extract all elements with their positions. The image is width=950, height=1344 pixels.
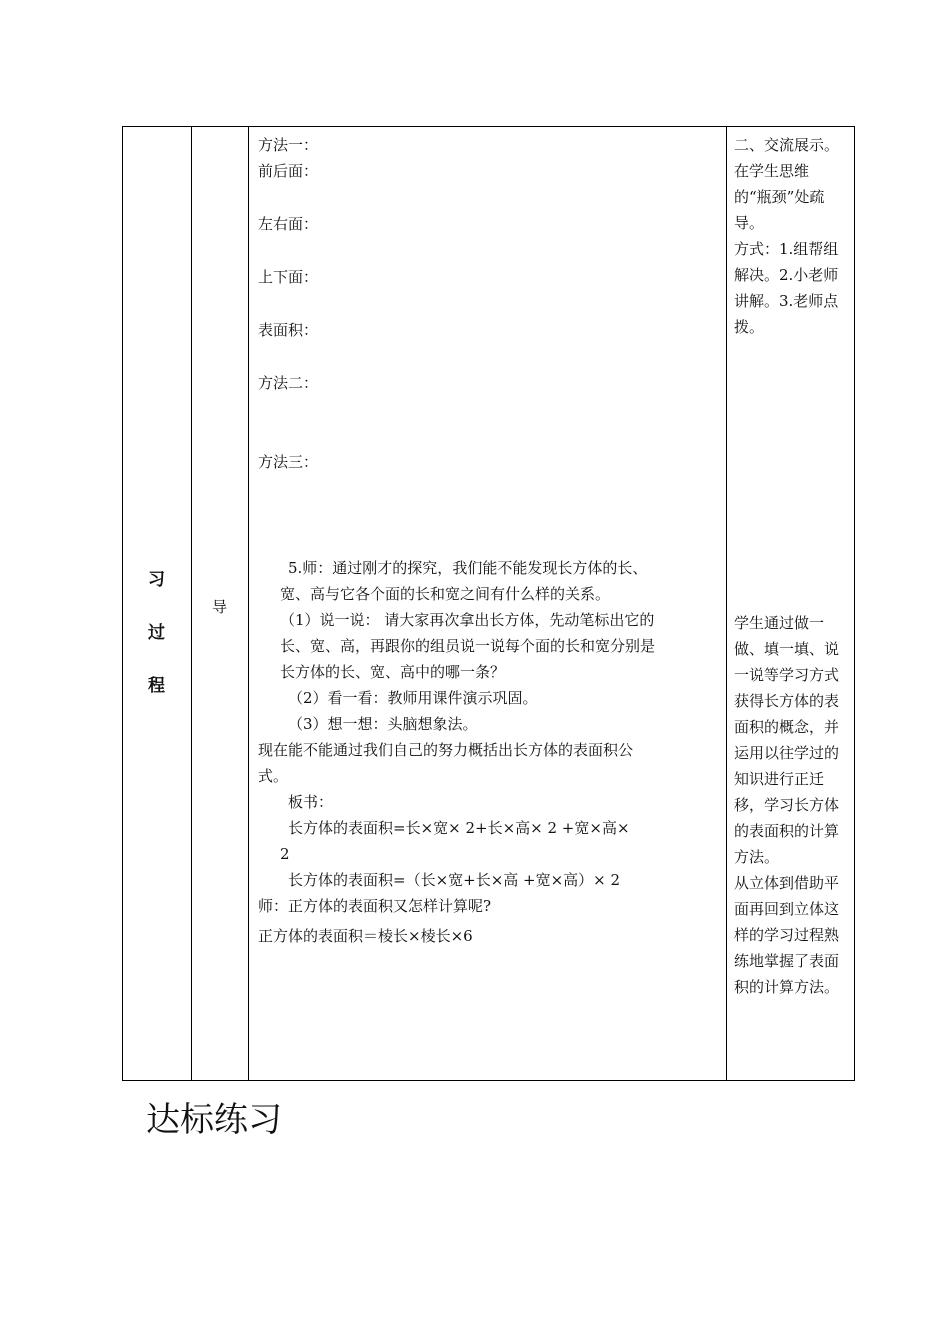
board-label: 板书：: [288, 793, 334, 811]
table-right-border: [854, 126, 855, 1081]
now-line1: 现在能不能通过我们自己的努力概括出长方体的表面积公: [258, 741, 634, 759]
formula2: 长方体的表面积=（长×宽+长×高 +宽×高）× 2: [288, 871, 621, 889]
stage-label: [122, 554, 191, 713]
note-exchange: 二、交流展示。: [734, 136, 840, 154]
main-content-cell: [258, 132, 720, 949]
front-back-face: 前后面：: [258, 162, 319, 180]
method-1: 方法一：: [258, 136, 319, 154]
item5-line1: 5.师：通过刚才的探究，我们能不能发现长方体的长、: [288, 559, 648, 577]
teacher-question: 师：正方体的表面积又怎样计算呢?: [258, 897, 492, 915]
say-line2: 长、宽、高，再跟你的组员说一说每个面的长和宽分别是: [280, 637, 656, 655]
stage-char-1: 习: [148, 570, 165, 590]
say-line1: （1）说一说： 请大家再次拿出长方体，先动笔标出它的: [280, 611, 655, 629]
note-methods: 方式：1.组帮组解决。2.小老师讲解。3.老师点拨。: [734, 240, 839, 336]
note-guidance: 在学生思维的“瓶颈”处疏导。: [734, 162, 825, 232]
surface-area-label: 表面积：: [258, 321, 319, 339]
left-right-face: 左右面：: [258, 215, 319, 233]
formula1-line2: 2: [280, 845, 290, 863]
think-line: （3）想一想：头脑想象法。: [288, 715, 478, 733]
top-bottom-face: 上下面：: [258, 268, 319, 286]
formula1-line1: 长方体的表面积=长×宽× 2+长×高× 2 +宽×高×: [288, 819, 630, 837]
lesson-table: [122, 126, 855, 1081]
say-line3: 长方体的长、宽、高中的哪一条？: [280, 663, 506, 681]
note-summary: 从立体到借助平面再回到立体这样的学习过程熟练地掌握了表面积的计算方法。: [734, 874, 840, 996]
phase-label: 导: [211, 598, 227, 616]
stage-column: [122, 126, 191, 1081]
stage-char-2: 过: [148, 623, 165, 643]
notes-cell: [734, 132, 846, 1000]
stage-char-3: 程: [148, 676, 165, 696]
section-heading: 达标练习: [146, 1100, 282, 1140]
table-top-border: [122, 126, 855, 127]
column-divider-3: [726, 126, 727, 1081]
method-2: 方法二：: [258, 374, 319, 392]
note-learning: 学生通过做一做、填一填、说一说等学习方式获得长方体的表面积的概念，并运用以往学过的知识进行正迁移，学习长方体的表面积的计算方法。: [734, 614, 840, 866]
cube-formula: 正方体的表面积＝棱长×棱长×6: [258, 927, 473, 945]
item5-line2: 宽、高与它各个面的长和宽之间有什么样的关系。: [280, 585, 611, 603]
column-divider-2: [248, 126, 249, 1081]
look-line: （2）看一看：教师用课件演示巩固。: [288, 689, 538, 707]
method-3: 方法三：: [258, 453, 319, 471]
table-bottom-border: [122, 1080, 855, 1081]
now-line2: 式。: [258, 767, 289, 785]
